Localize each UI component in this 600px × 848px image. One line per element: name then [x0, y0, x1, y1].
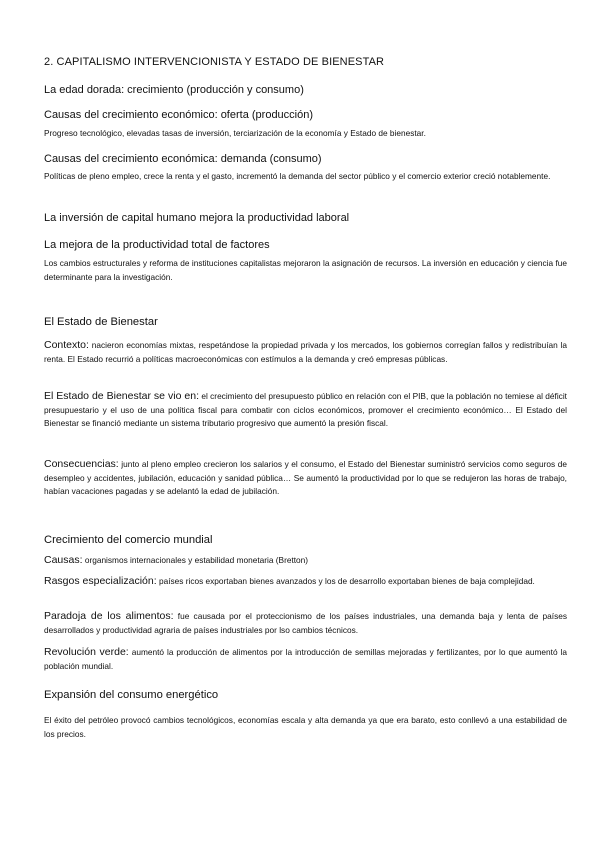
causes-text: organismos internacionales y estabilidad monetaria (Bretton)	[82, 555, 309, 565]
trade-causes	[44, 554, 567, 568]
seen-label: El Estado de Bienestar se vio en:	[44, 390, 199, 402]
welfare-consequences	[44, 458, 567, 499]
paradox-text: fue causada por el proteccionismo de los países industriales, una demanda baja y lenta de países desarrollados y productividad agraria de países industriales por lso cambios técnicos.	[44, 611, 567, 635]
demand-text: Políticas de pleno empleo, crece la renta y el gasto, incrementó la demanda del sector público y el comercio exterior creció notablemente.	[44, 171, 551, 181]
human-capital-heading: La inversión de capital humano mejora la productividad laboral	[44, 212, 350, 224]
consequences-label: Consecuencias:	[44, 458, 119, 470]
seen-text: el crecimiento del presupuesto público en relación con el PIB, que la población no temiese al déficit presupuestario y el uso de una política fiscal para combatir con ciclos económicos, promover el crecimiento económico… El Estado del Bienestar se financió mediante un sistema tributario progresivo que aumentó la presión fiscal.	[44, 391, 567, 429]
supply-heading: Causas del crecimiento económico: oferta (producción)	[44, 109, 314, 121]
trade-specialization	[44, 575, 567, 589]
productivity-text: Los cambios estructurales y reforma de instituciones capitalistas mejoraron la asignación de recursos. La inversión en educación y ciencia fue determinante para la investigación.	[44, 258, 567, 282]
welfare-context	[44, 339, 567, 366]
green-label: Revolución verde:	[44, 646, 129, 658]
productivity-heading: La mejora de la productividad total de factores	[44, 239, 270, 251]
context-label: Contexto:	[44, 339, 89, 351]
green-text: aumentó la producción de alimentos por la introducción de semillas mejoradas y fertilizantes, por lo que aumentó la población mundial.	[44, 647, 568, 671]
consequences-text: junto al pleno empleo crecieron los salarios y el consumo, el Estado del Bienestar suministró servicios como seguros de desempleo y accidentes, jubilación, educación y sanidad pública… Se aumentó la productividad por lo que se redujeron las horas de trabajo, habían vacaciones pagadas y se adelantó la edad de jubilación.	[44, 459, 567, 497]
trade-paradox	[44, 610, 567, 637]
supply-text: Progreso tecnológico, elevadas tasas de inversión, terciarización de la economía y Estado de bienestar.	[44, 128, 426, 138]
energy-heading: Expansión del consumo energético	[44, 689, 219, 701]
welfare-heading: El Estado de Bienestar	[44, 316, 158, 328]
context-text: nacieron economías mixtas, respetándose la propiedad privada y los mercados, los gobiernos corregían fallos y redistribuían la renta. El Estado recurrió a políticas macroeconómicas con estímulos a la demanda y creó empresas públicas.	[44, 340, 567, 364]
causes-label: Causas:	[44, 554, 83, 566]
trade-green-revolution	[44, 646, 567, 673]
energy-text: El éxito del petróleo provocó cambios tecnológicos, economías escala y alta demanda ya que era barato, esto conllevó a una estabilidad de los precios.	[44, 715, 567, 739]
page-title: 2. CAPITALISMO INTERVENCIONISTA Y ESTADO DE BIENESTAR	[44, 56, 385, 68]
demand-heading: Causas del crecimiento económica: demanda (consumo)	[44, 153, 322, 165]
specialization-text: países ricos exportaban bienes avanzados y los de desarrollo exportaban bienes de baja complejidad.	[156, 576, 535, 586]
golden-age-heading: La edad dorada: crecimiento (producción y consumo)	[44, 84, 304, 96]
specialization-label: Rasgos especialización:	[44, 575, 157, 587]
paradox-label: Paradoja de los alimentos:	[44, 610, 174, 622]
welfare-seen	[44, 390, 567, 431]
trade-heading: Crecimiento del comercio mundial	[44, 534, 213, 546]
